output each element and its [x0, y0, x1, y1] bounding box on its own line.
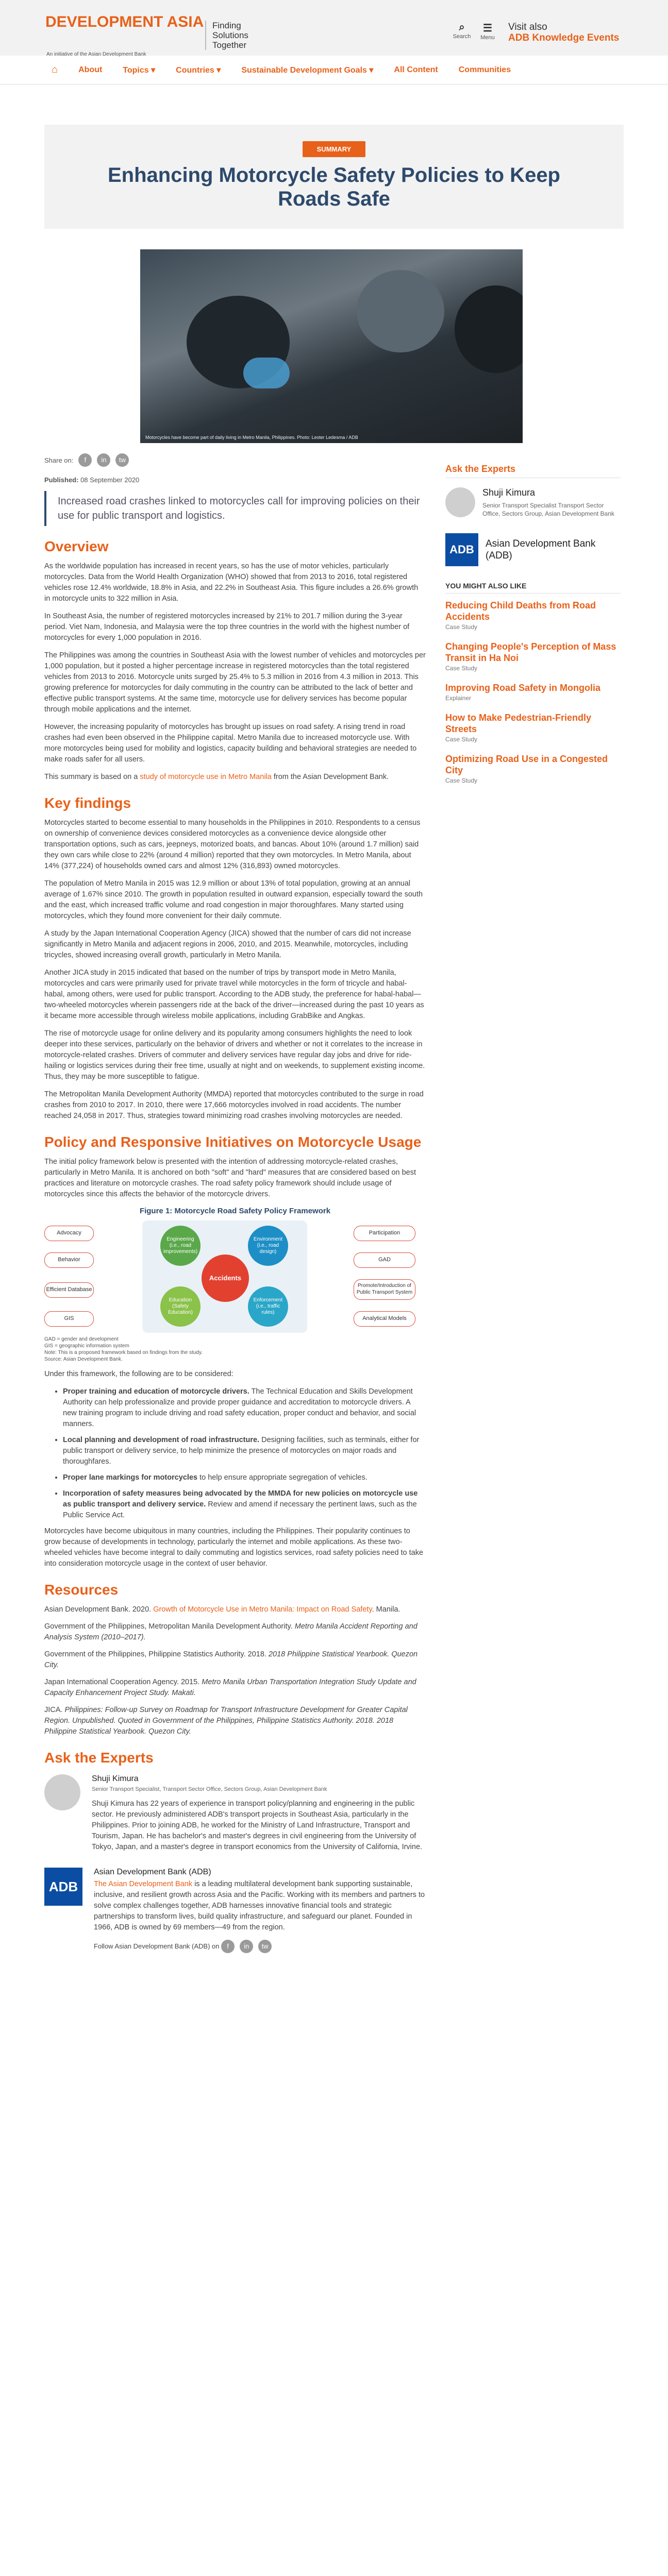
paragraph: The initial policy framework below is presented with the intention of addressing motorcycle-related crashes, particularly in Metro Manila. It is anchored on both "soft" and "hard" measures that are considered based on best practices and literature on motorcycle crashes. The road safety policy framework should include usage of motorcycles since this affects the behavior of the motorcycle drivers.	[44, 1158, 416, 1198]
framework-label: GAD	[354, 1252, 415, 1268]
menu-icon: ☰	[483, 23, 492, 34]
paragraph: In Southeast Asia, the number of registered motorcycles increased by 21% to 201.7 million during the 3-year period. Viet Nam, Indonesia, and Malaysia were the top three countries in the world with the highest number of motorcycles for every 1,000 population in 2016.	[44, 612, 410, 642]
pull-quote: Increased road crashes linked to motorcycles call for improving policies on their use for public transport and logistics.	[44, 491, 426, 526]
list-item	[63, 1488, 426, 1521]
related-title[interactable]: How to Make Pedestrian-Friendly Streets	[445, 713, 592, 734]
figure-note: GAD = gender and development	[44, 1336, 119, 1342]
sidebar	[445, 464, 621, 794]
avatar	[44, 1774, 80, 1810]
related-type: Case Study	[445, 665, 478, 672]
search-button[interactable]	[452, 22, 472, 40]
twitter-icon[interactable]: tw	[258, 1940, 272, 1953]
twitter-icon[interactable]: tw	[115, 453, 129, 467]
framework-label: Promote/Introduction of Public Transport System	[354, 1279, 415, 1300]
paragraph: Under this framework, the following are to be considered:	[44, 1370, 233, 1378]
text: Japan International Cooperation Agency. 2015.	[44, 1678, 200, 1686]
adb-follow	[94, 1940, 426, 1953]
rec-text: Designing facilities, such as terminals, either for public transport or delivery service, to help minimize the presence of motorcycles on major roads and thoroughfares.	[63, 1436, 420, 1466]
figure-note: Note: This is a proposed framework based on findings from the study.	[44, 1350, 203, 1355]
linkedin-icon[interactable]: in	[97, 453, 110, 467]
text: Metro Manila Accident Reporting and Analysis System (2010–2017).	[44, 1622, 417, 1641]
visit-prefix: Visit also	[508, 22, 547, 32]
visit-also	[508, 22, 619, 43]
nav-communities[interactable]: Communities	[458, 65, 511, 74]
section-heading-overview: Overview	[44, 538, 109, 554]
related-title[interactable]: Optimizing Road Use in a Congested City	[445, 754, 608, 775]
related-content	[445, 582, 621, 785]
text: Asian Development Bank. 2020.	[44, 1605, 152, 1614]
related-type: Explainer	[445, 694, 472, 702]
resource-link[interactable]: Growth of Motorcycle Use in Metro Manila: Impact on Road Safety	[153, 1605, 372, 1614]
paragraph: The Philippines was among the countries in Southeast Asia with the lowest number of vehicles and motorcycles per 1,000 population, but it posted a higher percentage increase in registered motorcycles than the total registered vehicles from 2013 to 2016. Motorcycle units surged by 25.4% to 5.3 million in 2016 from 4.3 million in 2013. This growing preference for motorcycles for daily commuting in the country can be attributed to the lack of better and effective public transport systems. At the same time, motorcycle use for delivery services has become popular through mobile applications and the internet.	[44, 651, 426, 714]
hero-photo	[140, 249, 523, 443]
expert-role: Senior Transport Specialist, Transport Sector Office, Sectors Group, Asian Development Bank	[92, 1786, 327, 1792]
adb-card	[44, 1868, 426, 1960]
figure-title: Figure 1: Motorcycle Road Safety Policy Framework	[139, 1207, 331, 1215]
framework-label: Behavior	[44, 1252, 94, 1268]
list-item	[63, 1472, 426, 1483]
framework-label: Participation	[354, 1226, 415, 1241]
framework-label: GIS	[44, 1311, 94, 1327]
figure-notes	[44, 1336, 426, 1363]
page-title: Enhancing Motorcycle Safety Policies to Keep Roads Safe	[107, 164, 560, 210]
summary-badge: SUMMARY	[303, 141, 366, 157]
section-heading-resources: Resources	[44, 1582, 119, 1598]
rec-bold: Incorporation of safety measures being advocated by the MMDA for new policies on motorcycle use as public transport and delivery service.	[63, 1489, 418, 1509]
avatar	[445, 487, 475, 517]
related-type: Case Study	[445, 623, 478, 631]
rec-bold: Local planning and development of road infrastructure.	[63, 1436, 260, 1444]
sidebar-adb-name[interactable]: Asian Development Bank (ADB)	[486, 538, 596, 561]
paragraph: Motorcycles started to become essential to many households in the Philippines in 2010. Respondents to a census on ownership of convenience devices considered motorcycles as a convenience device alongside other transportation options, such as cars, jeepneys, motorized boats, and bancas. About 10% (around 1.7 million) said they own cars while close to 22% (around 4 million) reported that they own motorcycles. In Metro Manila, about 14% (377,224) of households owned cars and almost 12% (316,893) owned motorcycles.	[44, 819, 421, 870]
text: . Manila.	[372, 1605, 400, 1614]
text: 2018 Philippine Statistical Yearbook. Quezon City.	[44, 1650, 418, 1669]
adb-logo: ADB	[445, 533, 478, 566]
published-label: Published:	[44, 476, 79, 484]
nav-about[interactable]: About	[78, 65, 103, 74]
expert-bio: Shuji Kimura has 22 years of experience in transport policy/planning and engineering in the public sector. He previously administered ADB's transport projects in Southeast Asia, particularly in the Philippines. Prior to joining ADB, he worked for the Ministry of Land Infrastructure, Transport and Tourism, Japan. He has bachelor's and master's degrees in civil engineering from the University of Tokyo, Japan, and a master's degree in transport economics from the University of California, Irvine.	[92, 1800, 423, 1851]
related-item[interactable]	[445, 753, 621, 785]
sidebar-expert	[445, 487, 621, 518]
text: Metro Manila Urban Transportation Integration Study Update and Capacity Enhancement Project Study. Makati.	[44, 1678, 416, 1697]
enforcement-circle: Enforcement (i.e., traffic rules)	[248, 1286, 288, 1327]
tagline-line: Together	[212, 40, 247, 50]
tagline-line: Solutions	[212, 30, 248, 40]
published-value: 08 September 2020	[80, 476, 140, 484]
rider-helmet-shape	[455, 285, 523, 373]
figure-note: GIS = geographic information system	[44, 1343, 129, 1349]
framework-label: Efficient Database	[44, 1282, 94, 1298]
menu-label: Menu	[480, 35, 495, 41]
related-title[interactable]: Reducing Child Deaths from Road Accidents	[445, 600, 596, 622]
text: Follow Asian Development Bank (ADB) on	[94, 1942, 220, 1950]
related-item[interactable]	[445, 712, 621, 744]
rec-text: to help ensure appropriate segregation of vehicles.	[197, 1473, 368, 1482]
section-heading-experts: Ask the Experts	[44, 1750, 154, 1766]
logo-tagline: An initiative of the Asian Development Bank	[46, 52, 146, 57]
linkedin-icon[interactable]: in	[240, 1940, 253, 1953]
nav-countries[interactable]: Countries ▾	[176, 65, 221, 75]
related-item[interactable]	[445, 682, 621, 703]
resources-list	[44, 1604, 426, 1737]
framework-label: Advocacy	[44, 1226, 94, 1241]
education-circle: Education (Safety Education)	[160, 1286, 201, 1327]
section-heading-findings: Key findings	[44, 795, 131, 811]
share-label: Share on:	[44, 456, 74, 464]
site-header	[0, 0, 668, 56]
tagline-line: Finding	[212, 21, 241, 30]
figure-note: Source: Asian Development Bank.	[44, 1357, 123, 1362]
knowledge-events-link[interactable]: ADB Knowledge Events	[508, 32, 620, 43]
paragraph: However, the increasing popularity of motorcycles has brought up issues on road safety. A rising trend in road crashes had even been observed in the Philippine capital. Metro Manila due to increased motorcycle use. With more motorcycles being used for mobility and logistics, capacity building and behavioral strategies are needed to make roads safer for all users.	[44, 723, 417, 764]
paragraph: As the worldwide population has increased in recent years, so has the use of motor vehicles, particularly motorcycles. Data from the World Health Organization (WHO) showed that from 2013 to 2016, total registered vehicles rose 12.4% worldwide, 18.8% in Asia, and 22.2% in Southeast Asia. This figure includes a 26.6% growth in motorcycle units to 322 million in Asia.	[44, 562, 419, 603]
facebook-icon[interactable]: f	[221, 1940, 235, 1953]
related-title[interactable]: Changing People's Perception of Mass Transit in Ha Noi	[445, 641, 616, 663]
accidents-circle: Accidents	[202, 1255, 249, 1302]
rec-text: Review and amend if necessary the pertinent laws, such as the Public Service Act.	[63, 1500, 417, 1519]
sidebar-expert-role: Senior Transport Specialist Transport Sector Office, Sectors Group, Asian Development Bank	[482, 502, 614, 517]
text: Government of the Philippines, Metropolitan Manila Development Authority.	[44, 1622, 293, 1631]
resource-item	[44, 1705, 426, 1737]
photo-caption: Motorcycles have become part of daily living in Metro Manila, Philippines. Photo: Lester Ledesma / ADB	[145, 435, 358, 440]
paragraph-summary-source	[44, 772, 426, 783]
expert-card	[44, 1774, 426, 1859]
sidebar-adb	[445, 533, 621, 566]
nav-sdg[interactable]: Sustainable Development Goals ▾	[241, 65, 374, 75]
adb-name[interactable]: Asian Development Bank (ADB)	[94, 1868, 211, 1876]
related-title[interactable]: Improving Road Safety in Mongolia	[445, 683, 601, 693]
search-label: Search	[453, 33, 471, 40]
adb-bio	[94, 1879, 426, 1933]
related-type: Case Study	[445, 777, 478, 784]
nav-topics[interactable]: Topics ▾	[123, 65, 156, 75]
search-icon: ⌕	[459, 22, 465, 33]
environment-circle: Environment (i.e., road design)	[248, 1226, 288, 1266]
text: Government of the Philippines, Philippine Statistics Authority. 2018.	[44, 1650, 266, 1658]
expert-name[interactable]: Shuji Kimura	[92, 1774, 139, 1783]
adb-link[interactable]: The Asian Development Bank	[94, 1880, 193, 1888]
face-mask-shape	[243, 358, 290, 388]
menu-button[interactable]	[477, 22, 498, 41]
rec-text: The Technical Education and Skills Development Authority can help professionalize and provide proper guidance and accreditation to motorcycle drivers. A new training program to include driving and road safety education, proper conduct and behavior, and social manners.	[63, 1387, 416, 1428]
paragraph: Another JICA study in 2015 indicated that based on the number of trips by transport mode in Metro Manila, motorcycles and cars were primarily used for private travel while motorcycles in the form of tricycle and habal-habal, among others, were used for public transport. According to the ADB study, the preference for habal-habal—two-wheeled motorcycles wherein passengers ride at the back of the driver—increased during the past 10 years as it became more accessible through wireless mobile applications, including GrabBike and Angkas.	[44, 969, 424, 1020]
rider-helmet-shape	[357, 270, 444, 352]
adb-logo: ADB	[44, 1868, 82, 1906]
article-hero	[44, 125, 624, 229]
paragraph: The population of Metro Manila in 2015 was 12.9 million or about 13% of total population, growing at an annual average of 1.67% since 2010. The growth in population resulted in outward expansion, especially toward the south and the east, which increased traffic volume and road congestion in major thoroughfares. Many started using motorcycles, which they found more convenient for their daily commute.	[44, 879, 423, 920]
paragraph: A study by the Japan International Cooperation Agency (JICA) showed that the number of cars did not increase significantly in Metro Manila and adjacent regions in 2006, 2010, and 2015. Meanwhile, motorcycles, including tricycles, showed increasing overall growth, particularly in Metro Manila.	[44, 929, 411, 959]
rec-bold: Proper lane markings for motorcycles	[63, 1473, 198, 1482]
sidebar-heading: Ask the Experts	[445, 464, 621, 478]
study-link[interactable]: study of motorcycle use in Metro Manila	[140, 773, 272, 781]
related-type: Case Study	[445, 736, 478, 743]
sidebar-expert-name[interactable]: Shuji Kimura	[482, 487, 536, 498]
policy-framework-diagram	[44, 1221, 426, 1333]
nav-all-content[interactable]: All Content	[394, 65, 438, 74]
home-icon[interactable]: ⌂	[52, 64, 58, 75]
resource-item	[44, 1677, 426, 1699]
share-bar	[44, 453, 426, 467]
facebook-icon[interactable]: f	[78, 453, 92, 467]
rec-bold: Proper training and education of motorcycle drivers.	[63, 1387, 249, 1396]
published-date	[44, 476, 426, 484]
paragraph: The rise of motorcycle usage for online delivery and its popularity among consumers highlights the need to look deeper into these services, particularly on the behavior of drivers and whether or not it correlates to the increase in motorcycle-related crashes. Drivers of commuter and delivery services have regular day jobs and drive for ride-hailing or logistics services during their free time, usually at night and on weekends, to supplement existing income. Thus, they may be more susceptible to fatigue.	[44, 1029, 425, 1081]
resource-item	[44, 1649, 426, 1671]
related-item[interactable]	[445, 641, 621, 673]
engineering-circle: Engineering (i.e., road improvements)	[160, 1226, 201, 1266]
text: This summary is based on a	[44, 773, 138, 781]
text: is a leading multilateral development bank supporting sustainable, inclusive, and resilient growth across Asia and the Pacific. Working with its members and partners to solve complex challenges together, ADB harnesses innovative financial tools and strategic partnerships to transform lives, build quality infrastructure, and safeguard our planet. Founded in 1966, ADB is owned by 69 members—49 from the region.	[94, 1880, 425, 1931]
logo-sub: ELOPMENT ASIA	[77, 13, 204, 30]
list-item	[63, 1435, 426, 1467]
framework-label: Analytical Models	[354, 1311, 415, 1327]
text: from the Asian Development Bank.	[273, 773, 389, 781]
list-item	[63, 1386, 426, 1430]
paragraph: Motorcycles have become ubiquitous in many countries, including the Philippines. Their popularity continues to grow because of developments in technology, particularly the internet and mobile applications. As these two-wheeled vehicles have become integral to daily commuting and logistics services, road safety policies need to take into consideration motorcycle usage in the context of user behavior.	[44, 1527, 424, 1568]
site-logo[interactable]	[45, 11, 204, 57]
logo-main: DEV	[45, 13, 77, 30]
related-heading: YOU MIGHT ALSO LIKE	[445, 582, 621, 594]
header-tagline	[205, 21, 248, 50]
article-body	[44, 453, 426, 1960]
resource-item	[44, 1621, 426, 1643]
text: JICA.	[44, 1706, 63, 1714]
related-item[interactable]	[445, 600, 621, 632]
recommendations-list	[44, 1386, 426, 1521]
paragraph: The Metropolitan Manila Development Authority (MMDA) reported that motorcycles contributed to the surge in road crashes from 2010 to 2017. In 2010, there were 17,666 motorcycles involved in road accidents. The number reached 24,058 in 2017. Thus, strategies toward minimizing road crashes involving motorcycles are needed.	[44, 1090, 424, 1120]
section-heading-policy: Policy and Responsive Initiatives on Motorcycle Usage	[44, 1134, 422, 1150]
resource-item	[44, 1604, 426, 1615]
text: Philippines: Follow-up Survey on Roadmap for Transport Infrastructure Development for Greater Capital Region. Unpublished. Quoted in Government of the Philippines, Philippine Statistics Authority. 2018. 2018 Philippine Statistical Yearbook. Quezon City.	[44, 1706, 408, 1736]
